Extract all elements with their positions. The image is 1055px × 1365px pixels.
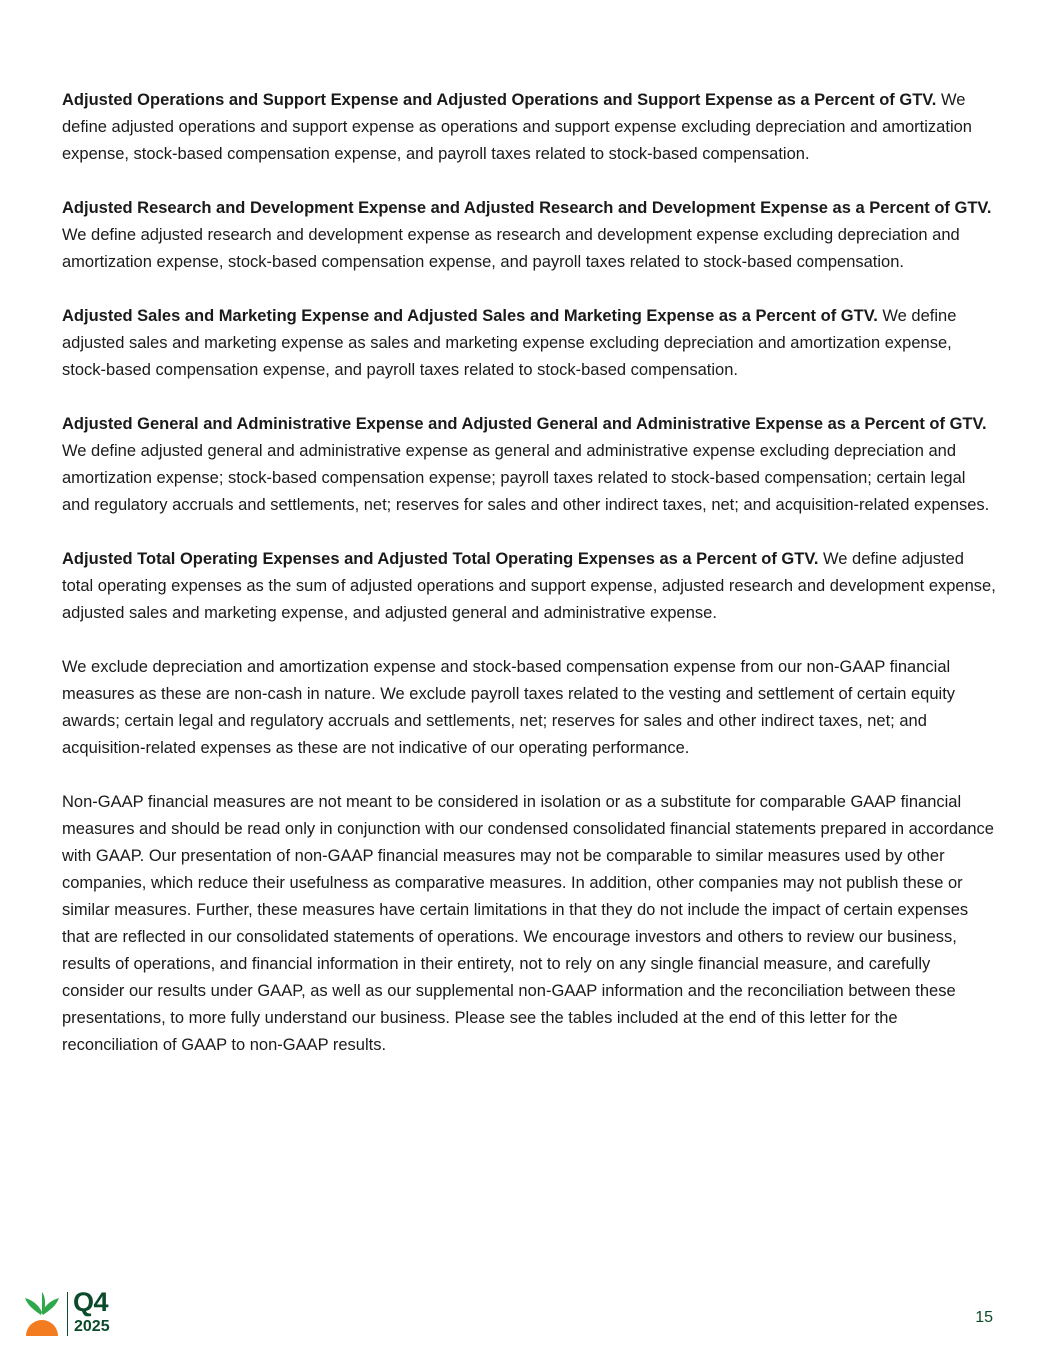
paragraph-text: We define adjusted total operating expenses as the sum of adjusted operations and support expense, adjusted research and development expense, adjusted sales and marketing expense, and adjusted general and administrative expense. — [62, 550, 996, 622]
paragraph-total-opex — [62, 546, 997, 627]
paragraph-text: We define adjusted general and administrative expense as general and administrative expense excluding depreciation and amortization expense; stock-based compensation expense; payroll taxes related to stock-based compensation; certain legal and regulatory accruals and settlements, net; reserves for sales and other indirect taxes, net; and acquisition-related expenses. — [62, 442, 990, 514]
year-label: 2025 — [74, 1318, 110, 1335]
quarter-label: Q4 — [73, 1287, 109, 1317]
paragraph-text: We define adjusted research and development expense as research and development expense excluding depreciation and amortization expense, stock-based compensation expense, and payroll taxes related to stock-based compensation. — [62, 226, 960, 271]
paragraph-text: We define adjusted operations and support expense as operations and support expense excluding depreciation and amortization expense, stock-based compensation expense, and payroll taxes related to stock-based compensation. — [62, 91, 972, 163]
paragraph-research-dev — [62, 195, 997, 276]
paragraph-non-gaap-disclaimer — [62, 789, 997, 1059]
paragraph-exclusions — [62, 654, 997, 762]
logo-divider — [67, 1292, 68, 1336]
paragraph-heading: Adjusted Sales and Marketing Expense and Adjusted Sales and Marketing Expense as a Percent of GTV. — [62, 307, 878, 325]
paragraph-sales-marketing — [62, 303, 997, 384]
paragraph-heading: Adjusted Total Operating Expenses and Adjusted Total Operating Expenses as a Percent of GTV. — [62, 550, 819, 568]
paragraph-text: We exclude depreciation and amortization expense and stock-based compensation expense from our non-GAAP financial measures as these are non-cash in nature. We exclude payroll taxes related to the vesting and settlement of certain equity awards; certain legal and regulatory accruals and settlements, net; reserves for sales and other indirect taxes, net; and acquisition-related expenses as these are not indicative of our operating performance. — [62, 658, 956, 757]
paragraph-heading: Adjusted Operations and Support Expense and Adjusted Operations and Support Expense as a Percent of GTV. — [62, 91, 937, 109]
page-number: 15 — [975, 1309, 993, 1326]
paragraph-text: We define adjusted sales and marketing expense as sales and marketing expense excluding depreciation and amortization expense, stock-based compensation expense, and payroll taxes related to stock-based compensation. — [62, 307, 957, 379]
paragraph-general-admin — [62, 411, 997, 519]
paragraph-heading: Adjusted General and Administrative Expense and Adjusted General and Administrative Expense as a Percent of GTV. — [62, 415, 987, 433]
paragraph-ops-support — [62, 87, 997, 168]
paragraph-text: Non-GAAP financial measures are not meant to be considered in isolation or as a substitute for comparable GAAP financial measures and should be read only in conjunction with our condensed consolidated financial statements prepared in accordance with GAAP. Our presentation of non-GAAP financial measures may not be comparable to similar measures used by other companies, which reduce their usefulness as comparative measures. In addition, other companies may not publish these or similar measures. Further, these measures have certain limitations in that they do not include the impact of certain expenses that are reflected in our consolidated statements of operations. We encourage investors and others to review our business, results of operations, and financial information in their entirety, not to rely on any single financial measure, and carefully consider our results under GAAP, as well as our supplemental non-GAAP information and the reconciliation between these presentations, to more fully understand our business. Please see the tables included at the end of this letter for the reconciliation of GAAP to non-GAAP results. — [62, 793, 994, 1054]
paragraph-heading: Adjusted Research and Development Expense and Adjusted Research and Development Expense as a Percent of GTV. — [62, 199, 992, 217]
document-body — [62, 87, 997, 1086]
